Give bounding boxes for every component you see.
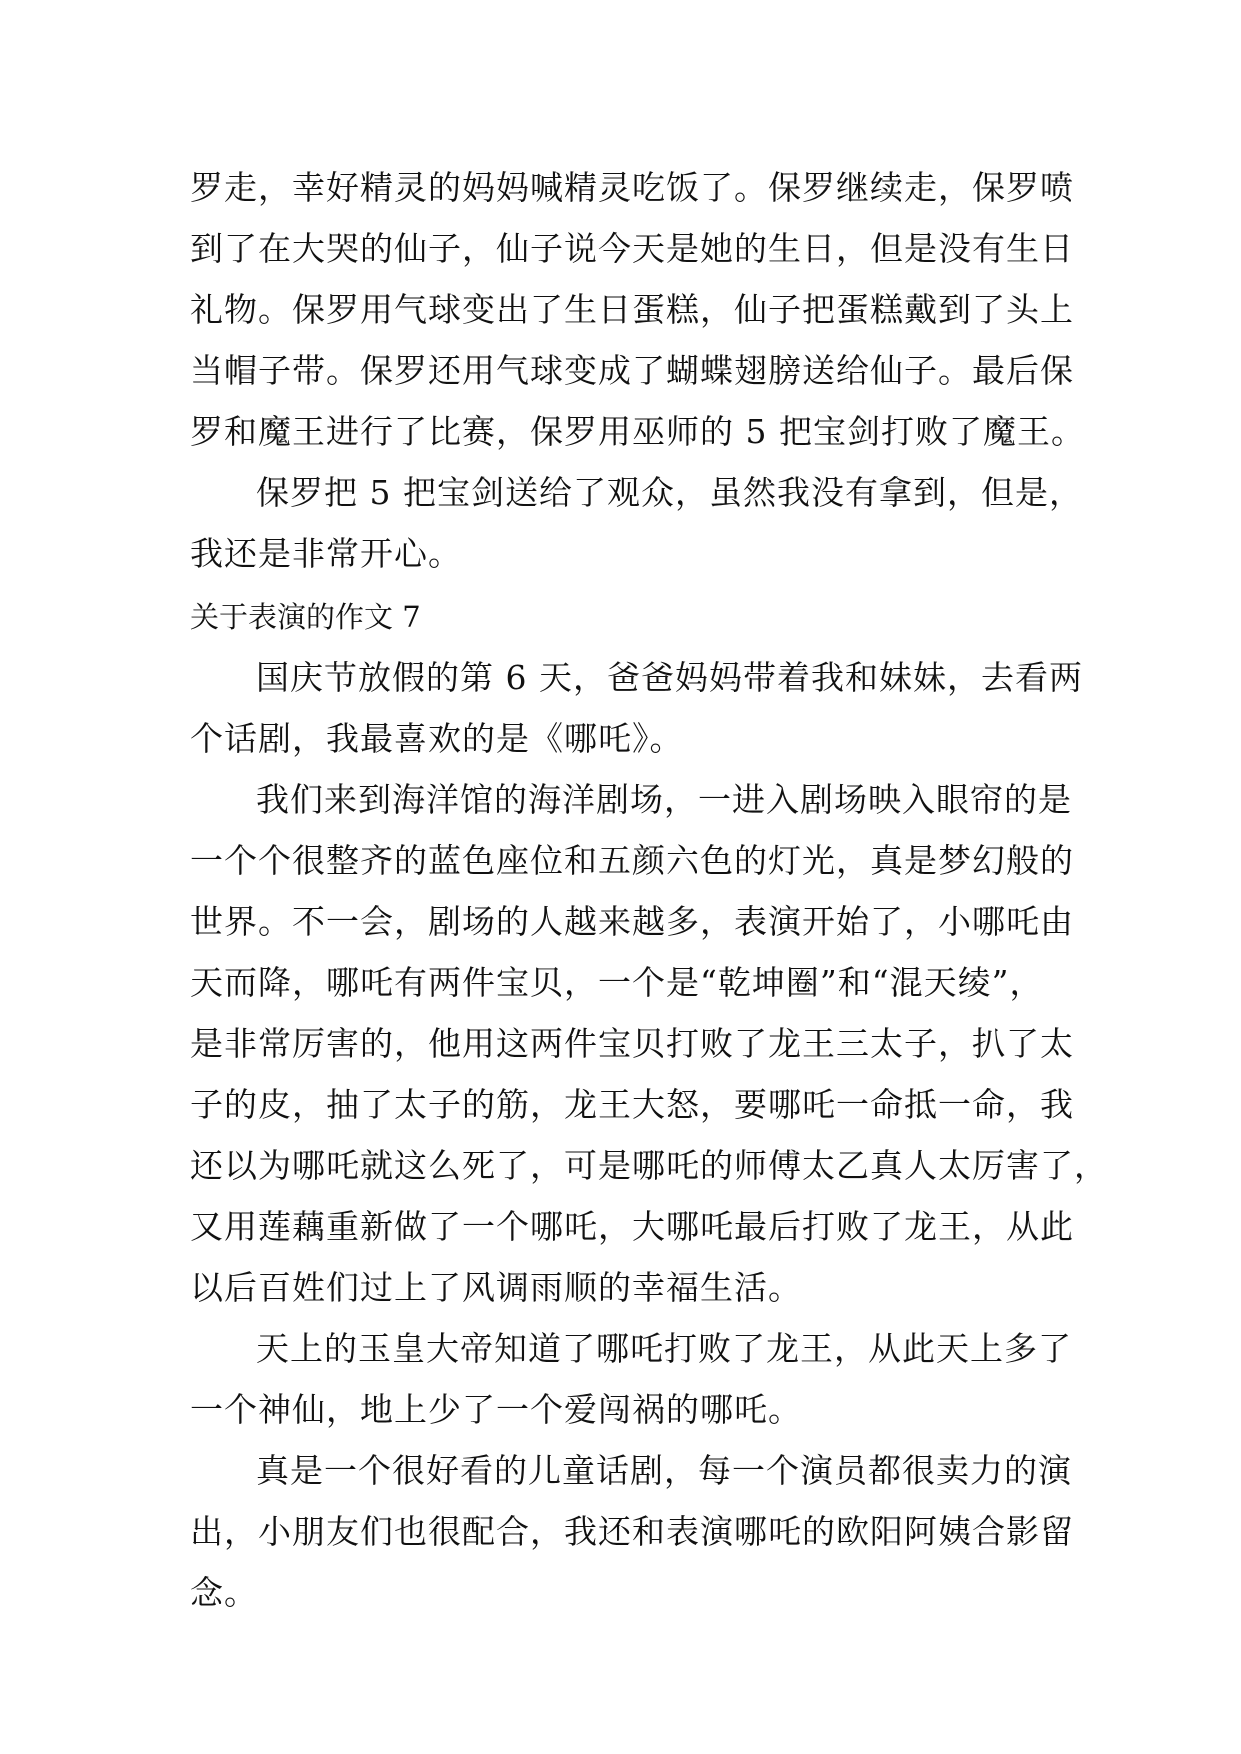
text-line: 以后百姓们过上了风调雨顺的幸福生活。: [190, 1268, 802, 1307]
text-line: 礼物。保罗用气球变出了生日蛋糕，仙子把蛋糕戴到了头上: [190, 290, 1074, 329]
text-line: 罗走，幸好精灵的妈妈喊精灵吃饭了。保罗继续走，保罗喷: [190, 168, 1074, 207]
text-line: 天而降，哪吒有两件宝贝，一个是“乾坤圈”和“混天绫”，: [190, 963, 1044, 1002]
text-line: 个话剧，我最喜欢的是《哪吒》。: [190, 719, 684, 758]
paragraph-first-line: 天上的玉皇大帝知道了哪吒打败了龙王，从此天上多了: [256, 1329, 1072, 1368]
paragraph-first-line: 真是一个很好看的儿童话剧，每一个演员都很卖力的演: [256, 1451, 1072, 1490]
paragraph-first-line: 保罗把 5 把宝剑送给了观众，虽然我没有拿到，但是，: [256, 473, 1083, 512]
text-line: 子的皮，抽了太子的筋，龙王大怒，要哪吒一命抵一命，我: [190, 1085, 1074, 1124]
text-line: 念。: [190, 1573, 258, 1612]
text-line: 是非常厉害的，他用这两件宝贝打败了龙王三太子，扒了太: [190, 1024, 1074, 1063]
paragraph-first-line: 我们来到海洋馆的海洋剧场，一进入剧场映入眼帘的是: [256, 780, 1072, 819]
text-line: 还以为哪吒就这么死了，可是哪吒的师傅太乙真人太厉害了，: [190, 1146, 1108, 1185]
paragraph-first-line: 国庆节放假的第 6 天，爸爸妈妈带着我和妹妹，去看两: [256, 658, 1083, 697]
text-line: 一个神仙，地上少了一个爱闯祸的哪吒。: [190, 1390, 802, 1429]
text-line: 一个个很整齐的蓝色座位和五颜六色的灯光，真是梦幻般的: [190, 841, 1074, 880]
text-line: 出，小朋友们也很配合，我还和表演哪吒的欧阳阿姨合影留: [190, 1512, 1074, 1551]
text-line: 到了在大哭的仙子，仙子说今天是她的生日，但是没有生日: [190, 229, 1074, 268]
section-heading: 关于表演的作文 7: [190, 600, 421, 634]
text-line: 罗和魔王进行了比赛，保罗用巫师的 5 把宝剑打败了魔王。: [190, 412, 1085, 451]
text-line: 我还是非常开心。: [190, 534, 462, 573]
text-line: 当帽子带。保罗还用气球变成了蝴蝶翅膀送给仙子。最后保: [190, 351, 1074, 390]
text-line: 世界。不一会，剧场的人越来越多，表演开始了，小哪吒由: [190, 902, 1074, 941]
text-line: 又用莲藕重新做了一个哪吒，大哪吒最后打败了龙王，从此: [190, 1207, 1074, 1246]
